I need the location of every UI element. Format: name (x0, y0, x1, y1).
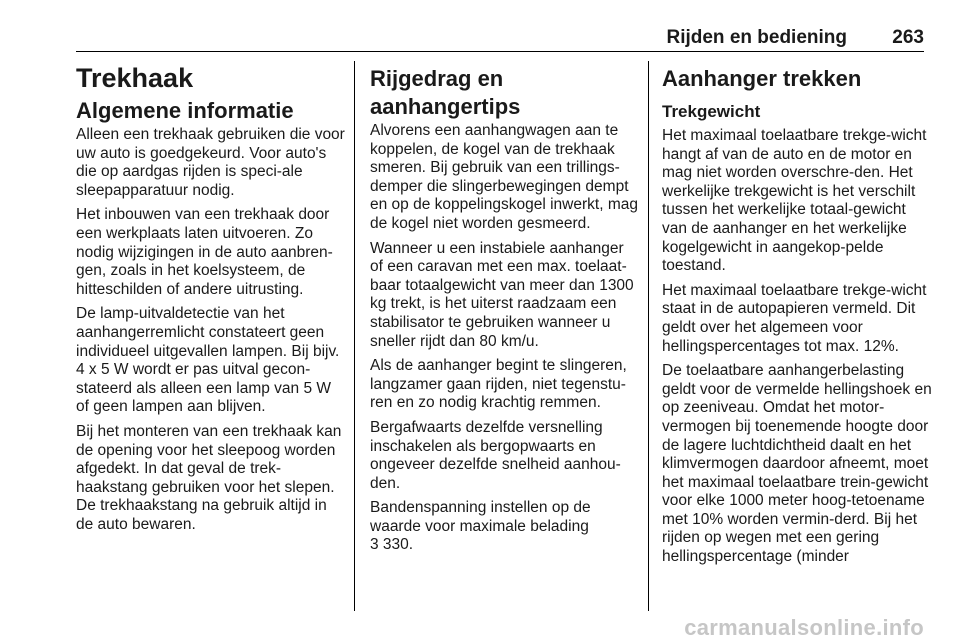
section-title-rijgedrag: Rijgedrag en aanhangertips (370, 66, 521, 119)
column-divider-right (648, 61, 649, 611)
paragraph: Het maximaal toelaatbare trekge-wicht staat in de autopapieren vermeld. Dit geldt over het algemeen voor hellingspercentages tot max. 12%. (662, 281, 927, 355)
running-title: Rijden en bediening (666, 27, 847, 48)
column-divider-left (354, 61, 355, 611)
paragraph: Het maximaal toelaatbare trekge-wicht hangt af van de auto en de motor en mag niet worden overschre-den. Het werkelijke trekgewicht is het verschilt tussen het werkelijke totaal-gewicht van de aanhanger en het werkelijke kogelgewicht in aangekop-pelde toestand. (662, 127, 927, 275)
page-reference-link[interactable]: 3 330. (370, 536, 414, 554)
section-title-aanhanger-trekken: Aanhanger trekken (662, 66, 862, 91)
paragraph: Wanneer u een instabiele aanhanger of een caravan met een max. toelaat-baar totaalgewicht van meer dan 1300 kg trekt, is het uiterst raadzaam een stabilisator te gebruiken wanneer u sneller rijdt dan 80 km/u. (370, 239, 634, 350)
paragraph: Het inbouwen van een trekhaak door een werkplaats laten uitvoeren. Zo nodig wijzigingen in de auto aanbren-gen, zoals in het koelsysteem, de hitteschilden of andere uitrusting. (76, 206, 333, 298)
page-number: 263 (892, 27, 924, 48)
header-rule (76, 51, 924, 52)
subsection-title-trekgewicht: Trekgewicht (662, 102, 761, 121)
section-title-trekhaak: Trekhaak (76, 63, 194, 93)
subsection-title-algemene-informatie: Algemene informatie (76, 98, 294, 123)
column-rijgedrag (370, 62, 640, 561)
paragraph: Als de aanhanger begint te slingeren, langzamer gaan rijden, niet tegenstu-ren en zo nodig krachtig remmen. (370, 357, 627, 412)
watermark: carmanualsonline.info (684, 615, 924, 640)
paragraph: Bij het monteren van een trekhaak kan de opening voor het sleepoog worden afgedekt. In dat geval de trek-haakstang gebruiken voor het slepen. De trekhaakstang na gebruik altijd in de auto bewaren. (76, 422, 342, 533)
paragraph: Alvorens een aanhangwagen aan te koppelen, de kogel van de trekhaak smeren. Bij gebruik van een trillings-demper die slingerbewegingen dempt en op de koppelingskogel inwerkt, mag de kogel niet worden gesmeerd. (370, 122, 638, 232)
paragraph: Bergafwaarts dezelfde versnelling inschakelen als bergopwaarts en ongeveer dezelfde snelheid aanhou-den. (370, 418, 621, 492)
paragraph: Bandenspanning instellen op de waarde voor maximale belading (370, 499, 591, 535)
paragraph: De lamp-uitvaldetectie van het aanhangerremlicht constateert geen individueel uitgevallen lampen. Bij bijv. 4 x 5 W wordt er pas uitval gecon-stateerd als alleen een lamp van 5 W of geen lampen aan blijven. (76, 305, 340, 416)
column-aanhanger-trekken (662, 62, 932, 573)
paragraph: Alleen een trekhaak gebruiken die voor uw auto is goedgekeurd. Voor auto's die op aardgas rijden is speci-ale sleepapparatuur nodig. (76, 126, 345, 199)
paragraph: De toelaatbare aanhangerbelasting geldt voor de vermelde hellingshoek en op zeeniveau. Omdat het motor-vermogen bij toenemende hoogte door de lagere luchtdichtheid daalt en het klimvermogen daardoor afneemt, moet het maximaal toelaatbare trein-gewicht voor elke 1000 meter hoog-tetoename met 10% worden vermin-derd. Bij het rijden op wegen met een gering hellingspercentage (minder (662, 362, 932, 566)
column-trekhaak (76, 62, 346, 540)
